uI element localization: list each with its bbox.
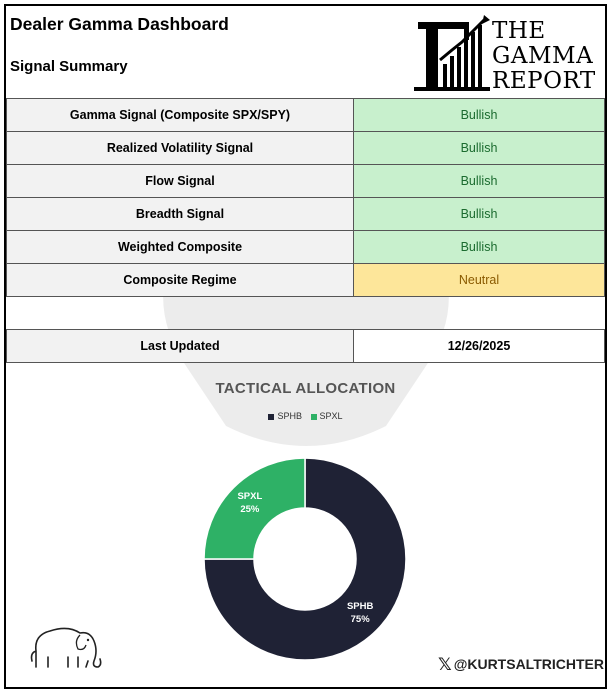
- twitter-handle[interactable]: [438, 655, 604, 675]
- logo-text-the: THE: [492, 18, 546, 44]
- signal-row: [7, 132, 605, 165]
- signal-row: [7, 264, 605, 297]
- header: [6, 6, 605, 98]
- last-updated-value: 12/26/2025: [354, 330, 605, 363]
- spacer-row: [7, 297, 605, 330]
- spacer-cell: [7, 297, 354, 330]
- last-updated-row: [7, 330, 605, 363]
- gamma-logo-icon: [412, 12, 492, 94]
- signal-value: Bullish: [354, 99, 605, 132]
- signal-value: Bullish: [354, 231, 605, 264]
- signal-value: Bullish: [354, 198, 605, 231]
- elephant-icon: [28, 621, 106, 673]
- page-subtitle: Signal Summary: [10, 58, 128, 75]
- slice-percent-label: 75%: [350, 614, 370, 626]
- signal-label: Gamma Signal (Composite SPX/SPY): [7, 99, 354, 132]
- signal-row: [7, 231, 605, 264]
- signal-value: Bullish: [354, 165, 605, 198]
- signal-row: [7, 165, 605, 198]
- gamma-report-logo: [412, 12, 598, 94]
- logo-text-report: REPORT: [492, 68, 596, 94]
- slice-label: SPHB: [346, 601, 374, 613]
- signal-label: Flow Signal: [7, 165, 354, 198]
- signal-value: Bullish: [354, 132, 605, 165]
- logo-text-gamma: GAMMA: [492, 43, 594, 69]
- dashboard-frame: [4, 4, 607, 689]
- page-title: Dealer Gamma Dashboard: [10, 14, 229, 34]
- x-logo-icon: 𝕏: [438, 655, 452, 675]
- legend-label: SPHB: [277, 411, 302, 421]
- signal-label: Weighted Composite: [7, 231, 354, 264]
- legend-label: SPXL: [319, 411, 343, 421]
- signal-row: [7, 99, 605, 132]
- slice-percent-label: 25%: [240, 503, 260, 515]
- last-updated-label: Last Updated: [7, 330, 354, 363]
- allocation-chart: [6, 366, 605, 687]
- signal-label: Composite Regime: [7, 264, 354, 297]
- chart-title: TACTICAL ALLOCATION: [215, 380, 396, 397]
- handle-text: @KURTSALTRICHTER: [453, 656, 604, 672]
- signal-table: [6, 98, 605, 363]
- spacer-cell: [354, 297, 605, 330]
- slice-label: SPXL: [237, 490, 263, 502]
- signal-row: [7, 198, 605, 231]
- regime-value: Neutral: [354, 264, 605, 297]
- signal-label: Breadth Signal: [7, 198, 354, 231]
- signal-label: Realized Volatility Signal: [7, 132, 354, 165]
